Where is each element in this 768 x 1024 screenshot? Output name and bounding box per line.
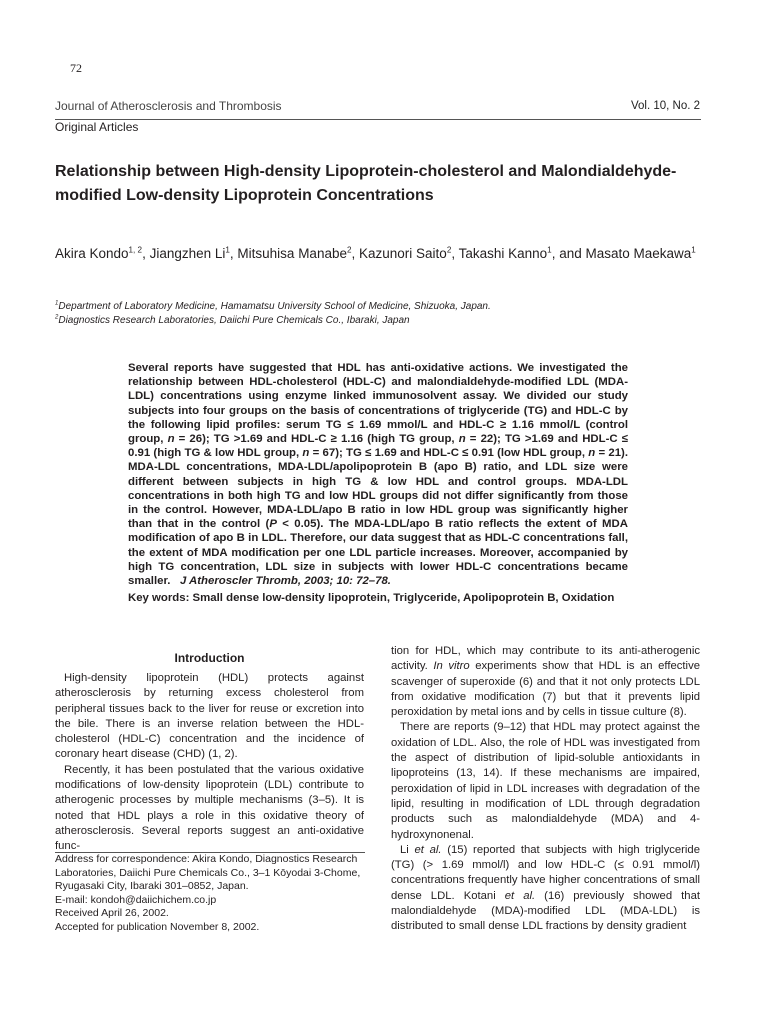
affiliation: $^1$Department of Laboratory Medicine, Hamamatsu University School of Medicine, Shizuoka, Japan. bbox=[55, 300, 491, 312]
affiliations bbox=[55, 300, 715, 327]
volume-issue: Vol. 10, No. 2 bbox=[630, 100, 700, 112]
paragraph: Recently, it has been postulated that the various oxidative modifications of low-density lipoprotein (LDL) contribute to atherogenic processes by multiple mechanisms (3–5). It is noted that HDL plays a role in this oxidative theory of atherosclerosis. Several reports suggest an anti-oxidative func- bbox=[55, 763, 364, 853]
author: Akira Kondo$^{1, 2}$, bbox=[55, 245, 150, 261]
abstract: Several reports have suggested that HDL has anti-oxidative actions. We investigated the relationship between HDL-cholesterol (HDL-C) and malondialdehyde-modified LDL (MDA-LDL) concentrations using enzyme linked immunosolvent assay. We divided our study subjects into four groups on the basis of concentrations of triglyceride (TG) and HDL-C by the following lipid profiles: serum TG ≤ 1.69 mmol/L and HDL-C ≥ 1.16 mmol/L (control group, n = 26); TG >1.69 and HDL-C ≥ 1.16 (high TG group, n = 22); TG >1.69 and HDL-C ≤ 0.91 (high TG & low HDL group, n = 67); TG ≤ 1.69 and HDL-C ≤ 0.91 (low HDL group, n = 21). MDA-LDL concentrations, MDA-LDL/apolipoprotein B (apo B) ratio, and LDL size were different between subjects in high TG & low HDL and control groups. MDA-LDL concentrations in both high TG and low HDL groups did not differ significantly from those in the control. However, MDA-LDL/apo B ratio in low HDL group was significantly higher than that in the control (P < 0.05). The MDA-LDL/apo B ratio reflects the extent of MDA modification of apo B in LDL. Therefore, our data suggest that as HDL-C concentrations fall, the extent of MDA modification per one LDL particle increases. Moreover, accompanied by high TG concentration, LDL size in subjects with lower HDL-C concentrations became smaller. J Atheroscler Thromb, 2003; 10: 72–78. bbox=[128, 362, 629, 588]
left-column bbox=[55, 671, 364, 855]
author: Mitsuhisa Manabe$^2$, bbox=[237, 245, 360, 261]
correspondence-footnote: Address for correspondence: Akira Kondo, Diagnostics Research Laboratories, Daiichi Pure Chemicals Co., 3–1 Kōyodai 3-Chome, Ryugasaki City, Ibaraki 301–0852, Japan. E-mail: kondoh@daiichichem.co.jp Received April 26, 2002. Accepted for publication November 8, 2002. bbox=[55, 853, 361, 933]
author: Jiangzhen Li$^1$, bbox=[149, 245, 238, 261]
section-label: Original Articles bbox=[55, 120, 139, 134]
author: Takashi Kanno$^1$, and bbox=[458, 245, 586, 261]
author: Masato Maekawa$^1$ bbox=[585, 245, 696, 261]
paragraph: tion for HDL, which may contribute to its anti-atherogenic activity. In vitro experiments show that HDL is an effective scavenger of superoxide (6) and that it not only protects LDL from oxidative modification (7) but that it prevents lipid peroxidation by metal ions and by cells in tissue culture (8). bbox=[391, 645, 700, 719]
author: Kazunori Saito$^2$, bbox=[359, 245, 459, 261]
journal-name: Journal of Atherosclerosis and Thrombosis bbox=[55, 99, 282, 113]
page-number: 72 bbox=[70, 61, 82, 75]
article-title: Relationship between High-density Lipoprotein-cholesterol and Malondialdehyde-modified Low-density Lipoprotein Concentrations bbox=[55, 163, 677, 204]
paragraph: There are reports (9–12) that HDL may protect against the oxidation of LDL. Also, the role of HDL was investigated from the aspect of distribution of lipid-soluble antioxidants in lipoproteins (13, 14). If these mechanisms are impaired, peroxidation of lipid in LDL increases with degradation of the lipid, resulting in modification of LDL through degradation products such as malondialdehyde (MDA) and 4-hydroxynonenal. bbox=[391, 721, 700, 841]
author-list bbox=[55, 244, 715, 264]
keywords: Key words: Small dense low-density lipoprotein, Triglyceride, Apolipoprotein B, Oxidation bbox=[128, 592, 615, 604]
paragraph: Li et al. (15) reported that subjects with high triglyceride (TG) (> 1.69 mmol/l) and low HDL-C (≤ 0.91 mmol/l) concentrations frequently have higher concentrations of small dense LDL. Kotani et al. (16) previously showed that malondialdehyde (MDA)-modified LDL (MDA-LDL) is distributed to small dense LDL fractions by density gradient bbox=[391, 843, 700, 933]
introduction-heading: Introduction bbox=[174, 651, 245, 665]
affiliation: $^2$Diagnostics Research Laboratories, Daiichi Pure Chemicals Co., Ibaraki, Japan bbox=[55, 314, 410, 326]
right-column bbox=[391, 644, 700, 935]
header-rule bbox=[55, 119, 701, 120]
citation: J Atheroscler Thromb, 2003; 10: 72–78. bbox=[179, 575, 391, 588]
paragraph: High-density lipoprotein (HDL) protects against atherosclerosis by returning excess cholesterol from peripheral tissues back to the liver for reuse or excretion into the bile. There is an inverse relation between the HDL-cholesterol (HDL-C) concentration and the incidence of coronary heart disease (CHD) (1, 2). bbox=[55, 672, 364, 761]
